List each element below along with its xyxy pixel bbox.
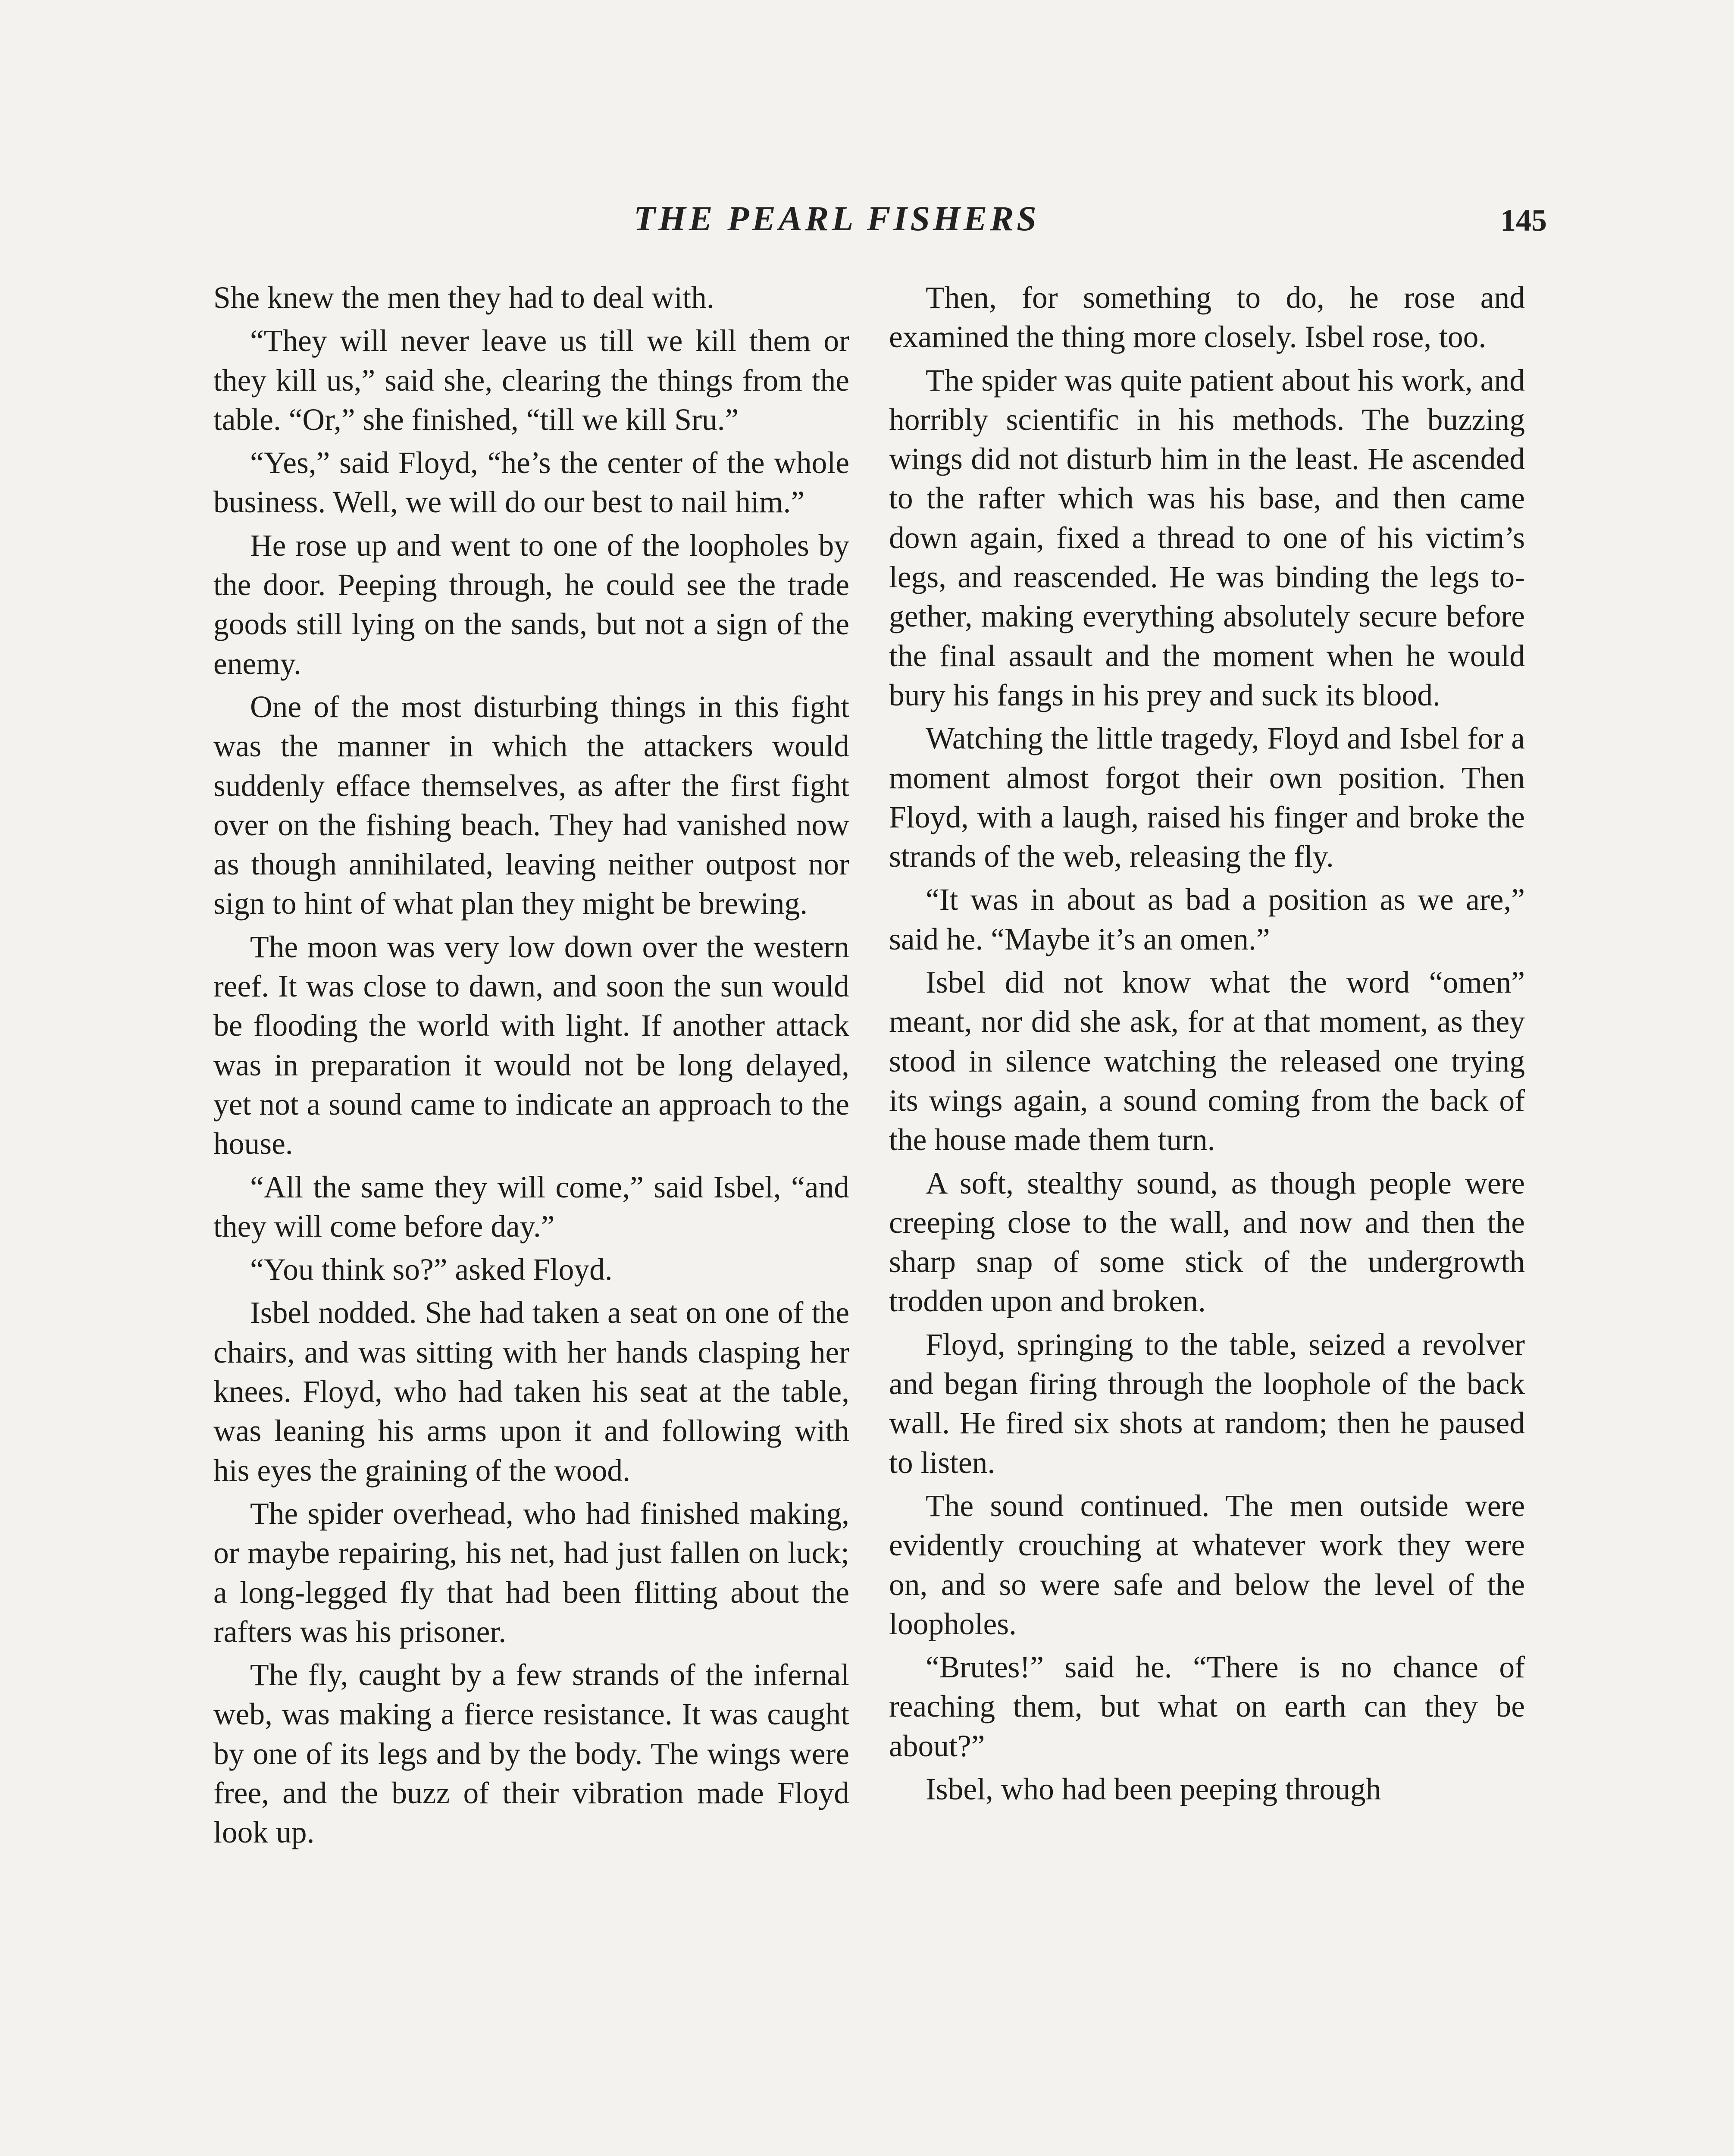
paragraph: “It was in about as bad a position as we are,” said he. “Maybe it’s an omen.” — [889, 883, 1525, 956]
paragraph: Isbel did not know what the word “omen” meant, nor did she ask, for at that moment, as they stood in silence watching the released one trying its wings again, a sound coming from the back of the house made them turn. — [889, 965, 1525, 1157]
paragraph: The moon was very low down over the western reef. It was close to dawn, and soon the sun would be flooding the world with light. If another attack was in preparation it would not be long delayed, yet not a sound came to indicate an approach to the house. — [213, 930, 849, 1161]
paragraph: The fly, caught by a few strands of the infernal web, was making a fierce resistance. It was caught by one of its legs and by the body. The wings were free, and the buzz of their vibration made Floyd look up. — [213, 1658, 849, 1850]
paragraph: Watching the little tragedy, Floyd and Isbel for a moment almost forgot their own position. Then Floyd, with a laugh, raised his finger and broke the strands of the web, releasing the fly. — [889, 721, 1525, 874]
paragraph: She knew the men they had to deal with. — [213, 281, 714, 315]
paragraph: The sound continued. The men outside were evidently crouching at whatever work they were on, and so were safe and below the level of the loopholes. — [889, 1489, 1525, 1641]
right-text-column — [889, 278, 1525, 1813]
left-text-column — [213, 278, 849, 1856]
paragraph: The spider overhead, who had finished making, or maybe repairing, his net, had just fallen on luck; a long-legged fly that had been flitting about the rafters was his prisoner. — [213, 1496, 849, 1649]
paragraph: The spider was quite patient about his work, and horribly scientific in his methods. The buzzing wings did not disturb him in the least. He ascended to the rafter which was his base, and then came down again, fixed a thread to one of his victim’s legs, and reascended. He was binding the legs together, making everything absolutely secure before the final assault and the moment when he would bury his fangs in his prey and suck its blood. — [889, 363, 1525, 712]
paragraph: Floyd, springing to the table, seized a revolver and began firing through the loophole of the back wall. He fired six shots at random; then he paused to listen. — [889, 1327, 1525, 1480]
paragraph: Isbel, who had been peeping through — [926, 1772, 1381, 1806]
paragraph: “You think so?” asked Floyd. — [250, 1253, 613, 1287]
paragraph: One of the most disturbing things in this fight was the manner in which the attackers would suddenly efface themselves, as after the first fight over on the fishing beach. They had vanished now as though annihilated, leaving neither outpost nor sign to hint of what plan they might be brewing. — [213, 689, 849, 921]
page-number: 145 — [1500, 203, 1547, 238]
paragraph: Isbel nodded. She had taken a seat on one of the chairs, and was sitting with her hands clasping her knees. Floyd, who had taken his seat at the table, was leaning his arms upon it and following with his eyes the graining of the wood. — [213, 1296, 849, 1488]
paragraph: A soft, stealthy sound, as though people were creeping close to the wall, and now and then the sharp snap of some stick of the undergrowth trodden upon and broken. — [889, 1166, 1525, 1319]
paragraph: Then, for something to do, he rose and examined the thing more closely. Isbel rose, too. — [889, 281, 1525, 354]
paragraph: “They will never leave us till we kill them or they kill us,” said she, clearing the things from the table. “Or,” she finished, “till we kill Sru.” — [213, 324, 849, 437]
paragraph: “Brutes!” said he. “There is no chance of reaching them, but what on earth can they be about?” — [889, 1650, 1525, 1763]
paragraph: “All the same they will come,” said Isbel, “and they will come before day.” — [213, 1170, 849, 1244]
paragraph: “Yes,” said Floyd, “he’s the center of the whole business. Well, we will do our best to nail him.” — [213, 446, 849, 520]
paragraph: He rose up and went to one of the loopholes by the door. Peeping through, he could see the trade goods still lying on the sands, but not a sign of the enemy. — [213, 528, 849, 681]
running-title: THE PEARL FISHERS — [634, 199, 1039, 238]
